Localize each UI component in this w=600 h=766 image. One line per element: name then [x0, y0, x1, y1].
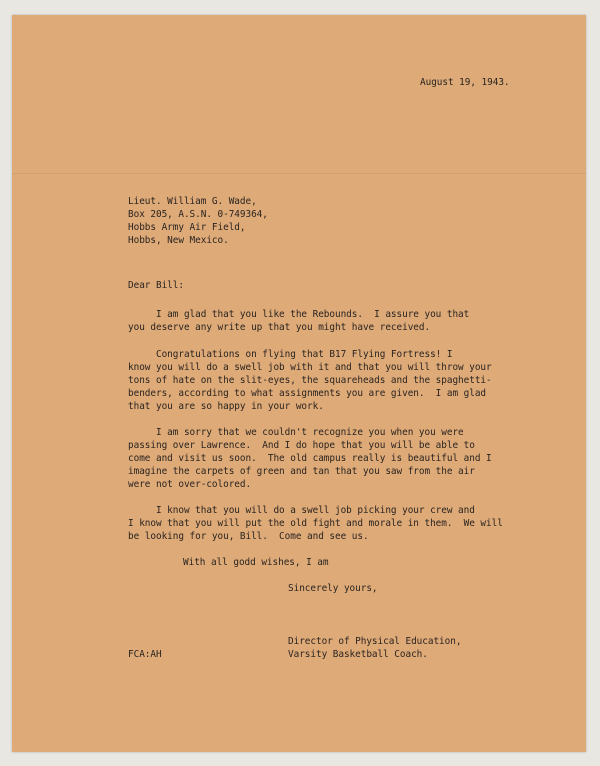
sign-off: Sincerely yours,	[288, 583, 378, 594]
signature-title: Varsity Basketball Coach.	[288, 649, 428, 660]
paper-crease	[12, 173, 586, 174]
paragraph-line: come and visit us soon. The old campus really is beautiful and I	[128, 453, 492, 464]
letter-page	[12, 15, 586, 752]
closing-line: With all godd wishes, I am	[183, 557, 329, 568]
paragraph-line: know you will do a swell job with it and that you will throw your	[128, 362, 492, 373]
paragraph-line: I am glad that you like the Rebounds. I assure you that	[128, 309, 470, 320]
paragraph-line: Congratulations on flying that B17 Flying Fortress! I	[128, 349, 453, 360]
paragraph-line: I am sorry that we couldn't recognize you when you were	[128, 427, 464, 438]
paragraph-line: be looking for you, Bill. Come and see us.	[128, 531, 369, 542]
paragraph-line: benders, according to what assignments you are given. I am glad	[128, 388, 487, 399]
paragraph-line: were not over-colored.	[128, 479, 252, 490]
paragraph-line: imagine the carpets of green and tan that you saw from the air	[128, 466, 475, 477]
address-line: Box 205, A.S.N. 0-749364,	[128, 209, 268, 220]
paragraph-line: I know that you will put the old fight and morale in them. We will	[128, 518, 503, 529]
address-line: Lieut. William G. Wade,	[128, 196, 257, 207]
paragraph-line: that you are so happy in your work.	[128, 401, 324, 412]
signature-title: Director of Physical Education,	[288, 636, 462, 647]
salutation: Dear Bill:	[128, 280, 184, 291]
address-line: Hobbs, New Mexico.	[128, 235, 229, 246]
letter-date: August 19, 1943.	[420, 77, 510, 88]
paragraph-line: passing over Lawrence. And I do hope that you will be able to	[128, 440, 475, 451]
paragraph-line: tons of hate on the slit-eyes, the squareheads and the spaghetti-	[128, 375, 492, 386]
paragraph-line: I know that you will do a swell job picking your crew and	[128, 505, 475, 516]
typist-initials: FCA:AH	[128, 649, 162, 660]
address-line: Hobbs Army Air Field,	[128, 222, 246, 233]
paragraph-line: you deserve any write up that you might have received.	[128, 322, 431, 333]
